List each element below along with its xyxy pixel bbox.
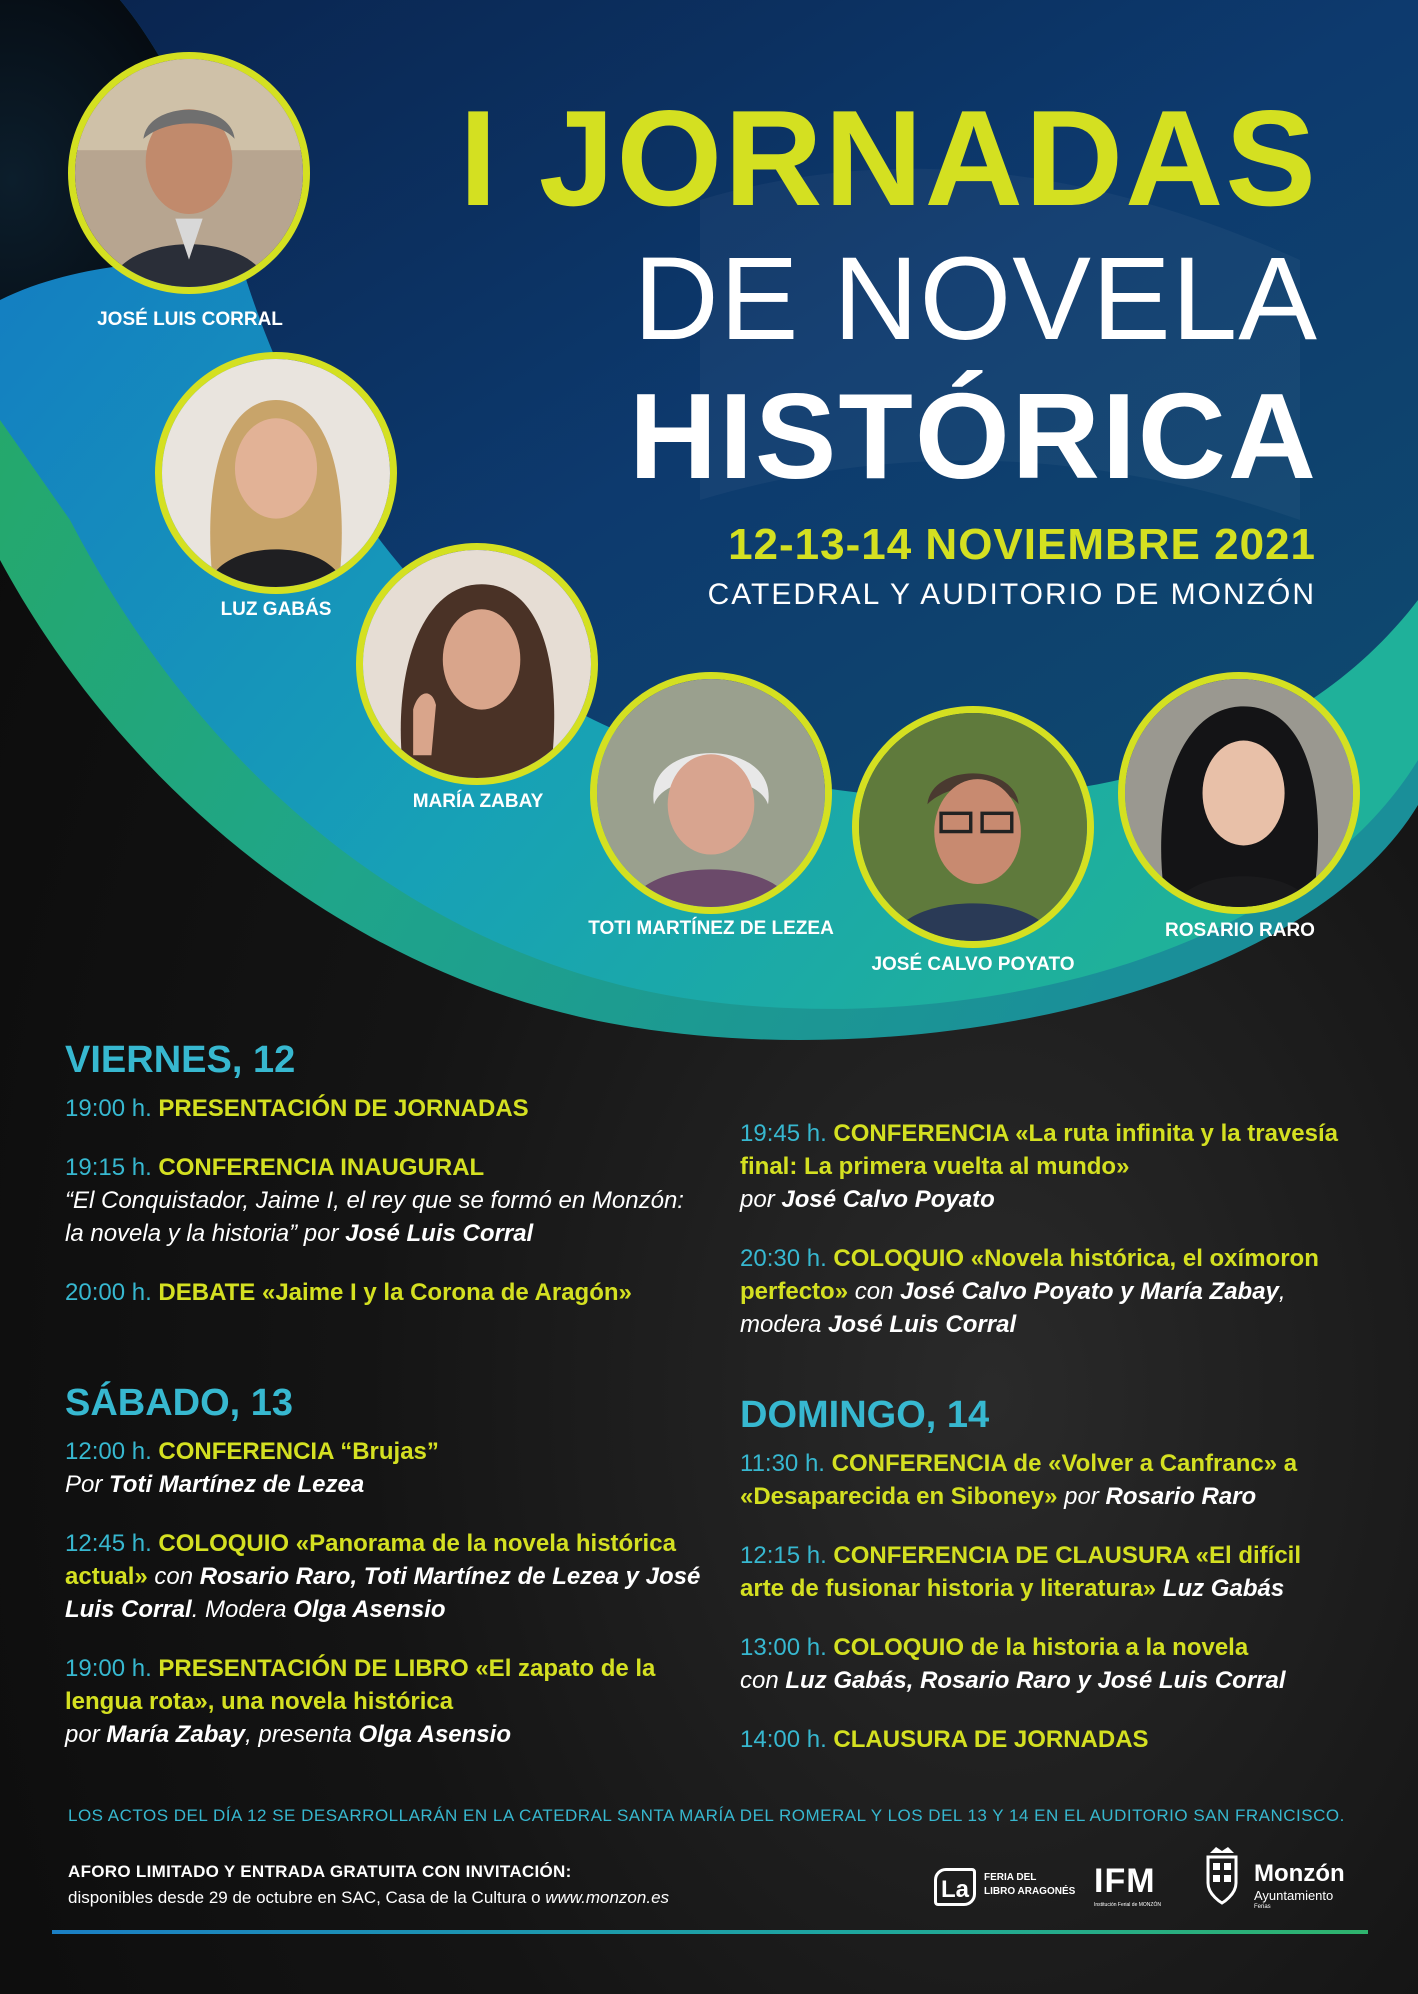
portrait-image <box>859 713 1087 941</box>
speaker-name: ROSARIO RARO <box>1165 920 1315 941</box>
event-speaker: Luz Gabás, Rosario Raro y José Luis Corral <box>785 1666 1286 1694</box>
speaker-name: TOTI MARTÍNEZ DE LEZEA <box>588 918 834 939</box>
event-speaker: Rosario Raro, Toti Martínez de Lezea y José Luis Corral <box>65 1562 701 1623</box>
event-moderator: Olga Asensio <box>293 1595 446 1623</box>
event <box>740 1631 1350 1697</box>
speaker-portrait <box>852 706 1094 948</box>
event-description: por <box>740 1186 782 1213</box>
portrait-image <box>363 550 591 778</box>
event <box>65 1151 705 1250</box>
event-title: CLAUSURA DE JORNADAS <box>833 1725 1149 1753</box>
event <box>740 1723 1350 1756</box>
speaker-portrait <box>68 52 310 294</box>
event-time: 20:00 h. <box>65 1278 152 1306</box>
event-time: 19:15 h. <box>65 1153 152 1181</box>
speaker-name: LUZ GABÁS <box>220 599 332 620</box>
ifm-logo-text: IFM <box>1094 1862 1156 1900</box>
event-title: DEBATE «Jaime I y la Corona de Aragón» <box>158 1278 632 1306</box>
portrait-image <box>162 359 390 587</box>
speaker-portrait <box>155 352 397 594</box>
event-description <box>1156 1575 1163 1602</box>
event-title: COLOQUIO «Novela histórica, el oxímoron perfecto» <box>740 1245 1319 1305</box>
event-speaker: Toti Martínez de Lezea <box>109 1470 365 1498</box>
event-time: 13:00 h. <box>740 1633 827 1661</box>
availability-text: disponibles desde 29 de octubre en SAC, Casa de la Cultura o <box>68 1888 546 1907</box>
event-description-2: . Modera <box>191 1595 294 1623</box>
portrait-image <box>75 59 303 287</box>
portrait-image <box>597 679 825 907</box>
event-speaker: Luz Gabás <box>1162 1574 1285 1602</box>
speaker-name: MARÍA ZABAY <box>412 791 544 812</box>
capacity-notice: AFORO LIMITADO Y ENTRADA GRATUITA CON INVITACIÓN: <box>68 1862 572 1881</box>
event-time: 11:30 h. <box>740 1449 825 1477</box>
schedule-friday-continued <box>740 1117 1350 1367</box>
event-title: CONFERENCIA “Brujas” <box>158 1437 439 1465</box>
schedule-friday <box>65 1040 705 1335</box>
title-line-2: DE NOVELA <box>633 233 1318 365</box>
event-time: 12:00 h. <box>65 1437 152 1465</box>
speaker-portrait <box>356 543 598 785</box>
event-title: CONFERENCIA DE CLAUSURA «El difícil arte de fusionar historia y literatura» <box>740 1541 1302 1602</box>
event-speaker: José Calvo Poyato <box>781 1186 995 1213</box>
event <box>65 1652 705 1751</box>
event-title: PRESENTACIÓN DE JORNADAS <box>158 1094 529 1122</box>
event-speaker: María Zabay <box>106 1720 246 1748</box>
event-time: 19:00 h. <box>65 1094 152 1122</box>
event <box>65 1435 705 1501</box>
venue-footnote: LOS ACTOS DEL DÍA 12 SE DESARROLLARÁN EN LA CATEDRAL SANTA MARÍA DEL ROMERAL Y LOS DEL 13 Y 14 EN EL AUDITORIO SAN FRANCISCO. <box>68 1806 1345 1825</box>
speaker-portrait <box>590 672 832 914</box>
day-heading: VIERNES, 12 <box>65 1039 296 1081</box>
speaker-name: JOSÉ LUIS CORRAL <box>97 309 283 330</box>
event-dates: 12-13-14 NOVIEMBRE 2021 <box>728 520 1316 569</box>
event-description: por <box>1057 1482 1106 1510</box>
feria-libro-aragones-logo <box>934 1866 1074 1910</box>
event-time: 12:15 h. <box>740 1541 827 1569</box>
title-line-1: I JORNADAS <box>459 82 1318 234</box>
monzon-logo-subtitle: Ayuntamiento <box>1254 1888 1334 1903</box>
website-link[interactable]: www.monzon.es <box>545 1888 670 1907</box>
event-time: 20:30 h. <box>740 1245 827 1272</box>
event <box>740 1117 1350 1216</box>
monzon-logo-name: Monzón <box>1254 1860 1345 1887</box>
event-description-2: , modera <box>740 1278 1286 1338</box>
feria-logo-line-1: FERIA DEL <box>984 1872 1037 1883</box>
event-time: 19:00 h. <box>65 1654 152 1682</box>
event-title: COLOQUIO «Panorama de la novela histórica actual» <box>65 1529 676 1590</box>
event-title: CONFERENCIA «La ruta infinita y la travesía final: La primera vuelta al mundo» <box>740 1120 1338 1180</box>
event-title: CONFERENCIA de «Volver a Canfranc» a «Desaparecida en Siboney» <box>740 1449 1298 1510</box>
monzon-coat-of-arms-icon <box>1202 1844 1242 1906</box>
event-description-2: , presenta <box>245 1720 359 1748</box>
event <box>65 1276 705 1309</box>
event-presenter: Olga Asensio <box>358 1720 511 1748</box>
title-line-3: HISTÓRICA <box>629 368 1318 504</box>
event-description: con <box>740 1666 786 1694</box>
feria-logo-line-2: LIBRO ARAGONÉS <box>984 1886 1076 1897</box>
monzon-logo-subtitle-2: Ferias <box>1254 1904 1271 1910</box>
ifm-logo-subtitle: Institución Ferial de MONZÓN <box>1094 1902 1161 1908</box>
event-time: 12:45 h. <box>65 1529 152 1557</box>
schedule-saturday <box>65 1383 705 1777</box>
event-speaker: José Luis Corral <box>345 1219 534 1247</box>
event-description: Por <box>65 1470 110 1498</box>
feria-logo-mark: La <box>934 1868 976 1906</box>
event-time: 19:45 h. <box>740 1120 827 1147</box>
event-venue: CATEDRAL Y AUDITORIO DE MONZÓN <box>707 578 1316 611</box>
speaker-portrait <box>1118 672 1360 914</box>
availability-notice <box>68 1888 669 1908</box>
event <box>65 1092 705 1125</box>
event <box>740 1447 1350 1513</box>
event-title: COLOQUIO de la historia a la novela <box>833 1633 1249 1661</box>
event-description: por <box>65 1720 107 1748</box>
monzon-ayuntamiento-logo <box>1202 1844 1362 1916</box>
event-speaker: José Calvo Poyato y María Zabay <box>900 1278 1279 1305</box>
event <box>65 1527 705 1626</box>
event-title: CONFERENCIA INAUGURAL <box>158 1153 485 1181</box>
bottom-divider <box>52 1930 1368 1934</box>
portrait-image <box>1125 679 1353 907</box>
event-description: “El Conquistador, Jaime I, el rey que se formó en Monzón: la novela y la historia” por <box>65 1186 684 1247</box>
event <box>740 1539 1350 1605</box>
event <box>740 1242 1350 1341</box>
event-moderator: José Luis Corral <box>828 1311 1017 1338</box>
event-description: con <box>147 1562 200 1590</box>
day-heading: DOMINGO, 14 <box>740 1394 990 1436</box>
schedule-sunday <box>740 1395 1350 1782</box>
event-time: 14:00 h. <box>740 1725 827 1753</box>
speaker-name: JOSÉ CALVO POYATO <box>871 954 1075 975</box>
event-description: con <box>848 1278 901 1305</box>
ifm-logo <box>1094 1862 1174 1910</box>
event-title: PRESENTACIÓN DE LIBRO «El zapato de la lengua rota», una novela histórica <box>65 1654 656 1715</box>
day-heading: SÁBADO, 13 <box>65 1382 294 1424</box>
event-speaker: Rosario Raro <box>1105 1482 1257 1510</box>
